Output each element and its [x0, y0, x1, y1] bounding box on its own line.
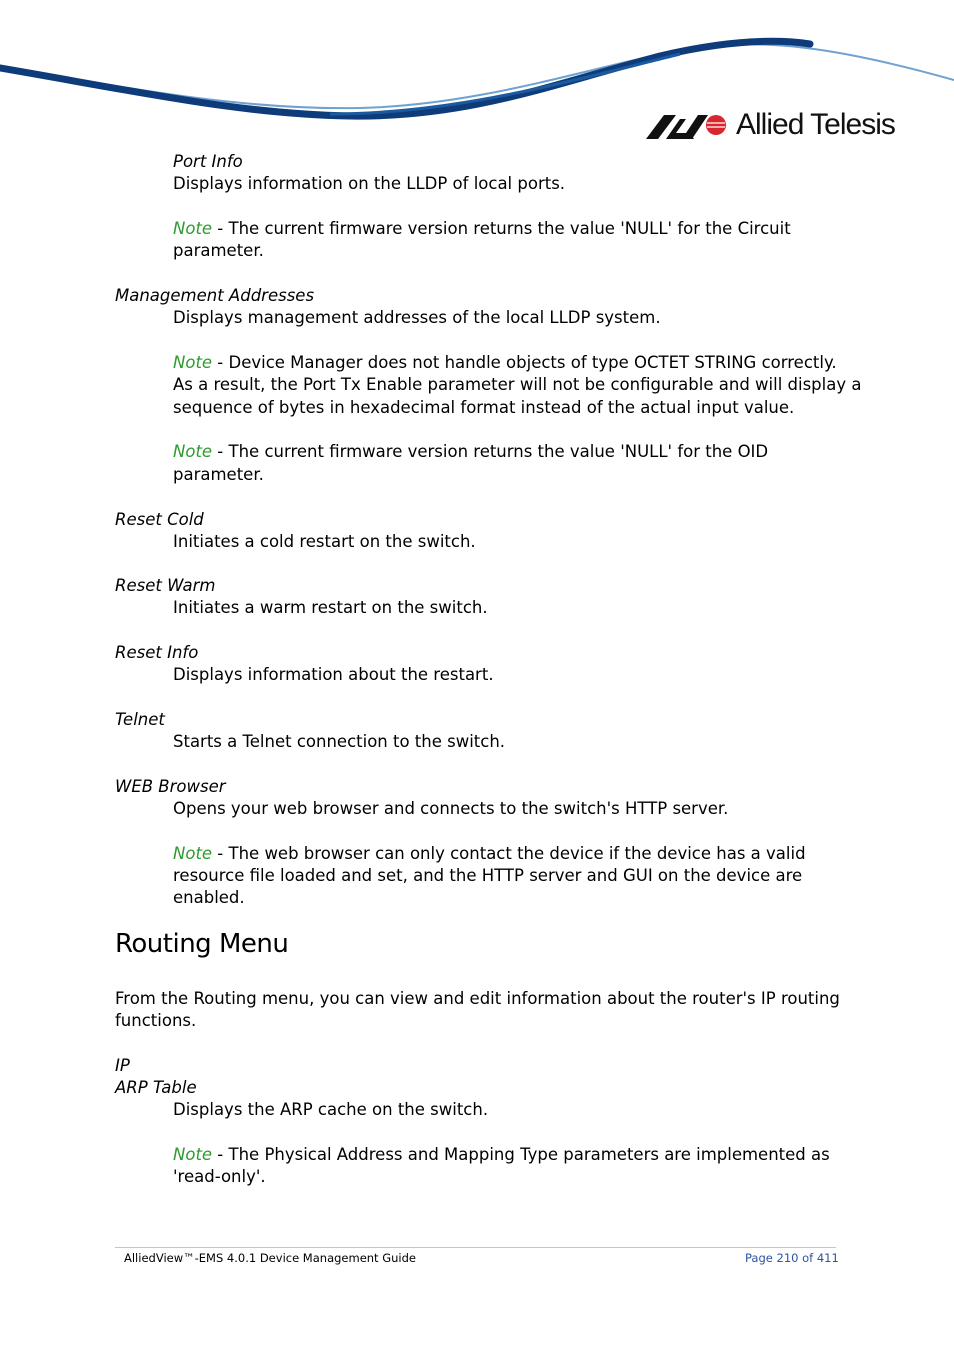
term-arp-table: ARP Table	[115, 1078, 197, 1097]
note-web-browser	[173, 843, 806, 866]
note-text: - The current firmware version returns the value 'NULL' for the OID	[212, 442, 769, 461]
routing-intro-line2: functions.	[115, 1011, 197, 1030]
footer-divider	[115, 1247, 836, 1248]
note-label: Note	[173, 442, 213, 461]
note-text: - The Physical Address and Mapping Type parameters are implemented as	[212, 1145, 830, 1164]
term-reset-info: Reset Info	[115, 643, 199, 662]
desc-telnet: Starts a Telnet connection to the switch.	[173, 732, 506, 751]
note-label: Note	[173, 219, 213, 238]
footer-guide-title: AlliedView™-EMS 4.0.1 Device Management Guide	[124, 1251, 416, 1265]
note-label: Note	[173, 844, 213, 863]
logo-wordmark: Allied Telesis	[736, 108, 895, 141]
term-management-addresses: Management Addresses	[115, 286, 315, 305]
desc-management-addresses: Displays management addresses of the local LLDP system.	[173, 308, 661, 327]
note-circuit	[173, 218, 791, 241]
term-port-info: Port Info	[173, 152, 243, 171]
note-web-browser-line2: resource file loaded and set, and the HTTP server and GUI on the device are	[173, 866, 803, 885]
desc-reset-info: Displays information about the restart.	[173, 665, 494, 684]
note-arp-line2: 'read-only'.	[173, 1167, 266, 1186]
term-web-browser: WEB Browser	[115, 777, 226, 796]
note-octet-string-line2: As a result, the Port Tx Enable parameter will not be configurable and will display a	[173, 375, 862, 394]
note-circuit-line2: parameter.	[173, 241, 264, 260]
note-text: - The web browser can only contact the device if the device has a valid	[212, 844, 806, 863]
footer-page-number: Page 210 of 411	[745, 1251, 839, 1265]
note-text: - The current firmware version returns the value 'NULL' for the Circuit	[212, 219, 791, 238]
term-ip: IP	[115, 1056, 130, 1075]
note-octet-string	[173, 352, 837, 375]
note-label: Note	[173, 1145, 213, 1164]
note-oid	[173, 441, 768, 464]
note-oid-line2: parameter.	[173, 465, 264, 484]
desc-web-browser: Opens your web browser and connects to the switch's HTTP server.	[173, 799, 729, 818]
allied-telesis-logo-mark-icon	[646, 109, 728, 141]
note-web-browser-line3: enabled.	[173, 888, 245, 907]
note-octet-string-line3: sequence of bytes in hexadecimal format instead of the actual input value.	[173, 398, 795, 417]
desc-reset-cold: Initiates a cold restart on the switch.	[173, 532, 476, 551]
term-telnet: Telnet	[115, 710, 165, 729]
desc-arp-table: Displays the ARP cache on the switch.	[173, 1100, 489, 1119]
note-label: Note	[173, 353, 213, 372]
routing-intro: From the Routing menu, you can view and edit information about the router's IP routing	[115, 989, 840, 1008]
note-text: - Device Manager does not handle objects of type OCTET STRING correctly.	[212, 353, 837, 372]
desc-reset-warm: Initiates a warm restart on the switch.	[173, 598, 488, 617]
term-reset-warm: Reset Warm	[115, 576, 216, 595]
allied-telesis-logo	[646, 108, 895, 142]
note-arp	[173, 1144, 830, 1167]
desc-port-info: Displays information on the LLDP of local ports.	[173, 174, 566, 193]
term-reset-cold: Reset Cold	[115, 510, 204, 529]
section-heading-routing-menu: Routing Menu	[115, 929, 289, 959]
